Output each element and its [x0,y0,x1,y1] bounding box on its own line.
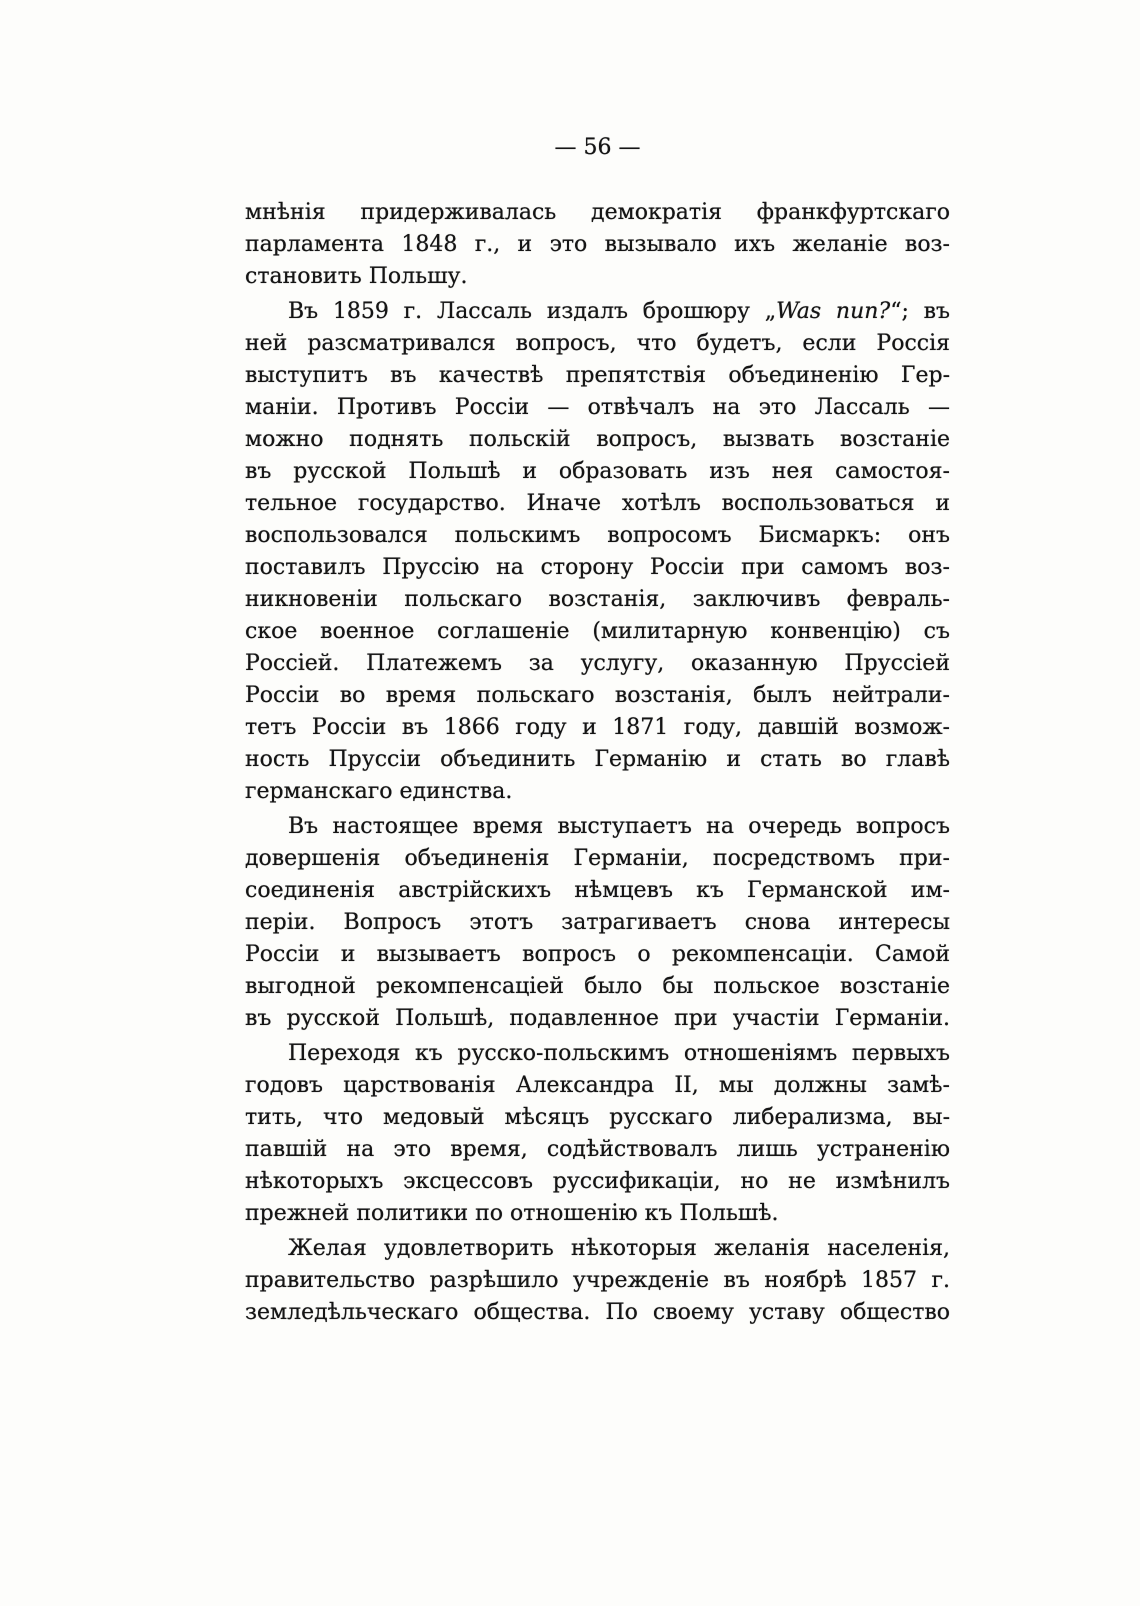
text-line: ней разсматривался вопросъ, что будетъ, если Россія [245,331,950,356]
text-line: въ русской Польшѣ и образовать изъ нея самостоя- [245,459,950,484]
text-line: Россіи и вызываетъ вопросъ о рекомпенсаціи. Самой [245,942,950,967]
text-line: можно поднять польскій вопросъ, вызвать возстаніе [245,427,950,452]
text-line: довершенія объединенія Германіи, посредствомъ при- [245,846,950,871]
text-line: парламента 1848 г., и это вызывало ихъ желаніе воз- [245,232,950,257]
text-line: тельное государство. Иначе хотѣлъ воспользоваться и [245,491,950,516]
paragraph-5 [245,1233,950,1329]
text-line: Россіи во время польскаго возстанія, былъ нейтрали- [245,683,950,708]
paragraph-3 [245,811,950,1035]
text-line: соединенія австрійскихъ нѣмцевъ къ Германской им- [245,878,950,903]
text-block [245,197,950,1329]
text-line: періи. Вопросъ этотъ затрагиваетъ снова интересы [245,910,950,935]
italic-title: Was nun? [776,299,891,324]
text-line: павшій на это время, содѣйствовалъ лишь устраненію [245,1137,950,1162]
page-number: — 56 — [554,135,641,160]
text-line: поставилъ Пруссію на сторону Россіи при самомъ воз- [245,555,950,580]
text-line: правительство разрѣшило учрежденіе въ ноябрѣ 1857 г. [245,1268,950,1293]
paragraph-1 [245,197,950,293]
text-line: годовъ царствованія Александра II, мы должны замѣ- [245,1073,950,1098]
text-line: мнѣнія придерживалась демократія франкфуртскаго [245,200,950,225]
text-line: тить, что медовый мѣсяцъ русскаго либерализма, вы- [245,1105,950,1130]
text-line: Россіей. Платежемъ за услугу, оказанную Пруссіей [245,651,950,676]
text-line: германскаго единства. [245,779,513,804]
text-line: маніи. Противъ Россіи — отвѣчалъ на это Лассаль — [245,395,950,420]
paragraph-4 [245,1038,950,1230]
text-line: прежней политики по отношенію къ Польшѣ. [245,1201,779,1226]
text-line: выгодной рекомпенсаціей было бы польское возстаніе [245,974,950,999]
text-line: становить Польшу. [245,264,468,289]
text-line: земледѣльческаго общества. По своему уставу общество [245,1300,950,1325]
text-line [245,296,950,328]
text-line: выступитъ въ качествѣ препятствія объединенію Гер- [245,363,950,388]
text-line: ское военное соглашеніе (милитарную конвенцію) съ [245,619,950,644]
text-line: въ русской Польшѣ, подавленное при участіи Германіи. [245,1006,950,1031]
text-segment: “; въ [890,299,950,324]
text-line: Переходя къ русско-польскимъ отношеніямъ первыхъ [288,1041,950,1066]
text-line: Въ настоящее время выступаетъ на очередь вопросъ [288,814,950,839]
text-line: ность Пруссіи объединить Германію и стать во главѣ [245,747,950,772]
text-line: воспользовался польскимъ вопросомъ Бисмаркъ: онъ [245,523,950,548]
paragraph-2 [245,296,950,808]
text-line: Желая удовлетворить нѣкоторыя желанія населенія, [288,1236,950,1261]
text-line: нѣкоторыхъ эксцессовъ руссификаціи, но не измѣнилъ [245,1169,950,1194]
text-line: никновеніи польскаго возстанія, заключивъ февраль- [245,587,950,612]
text-segment: Въ 1859 г. Лассаль издалъ брошюру „ [288,299,777,324]
text-line: тетъ Россіи въ 1866 году и 1871 году, давшій возмож- [245,715,950,740]
